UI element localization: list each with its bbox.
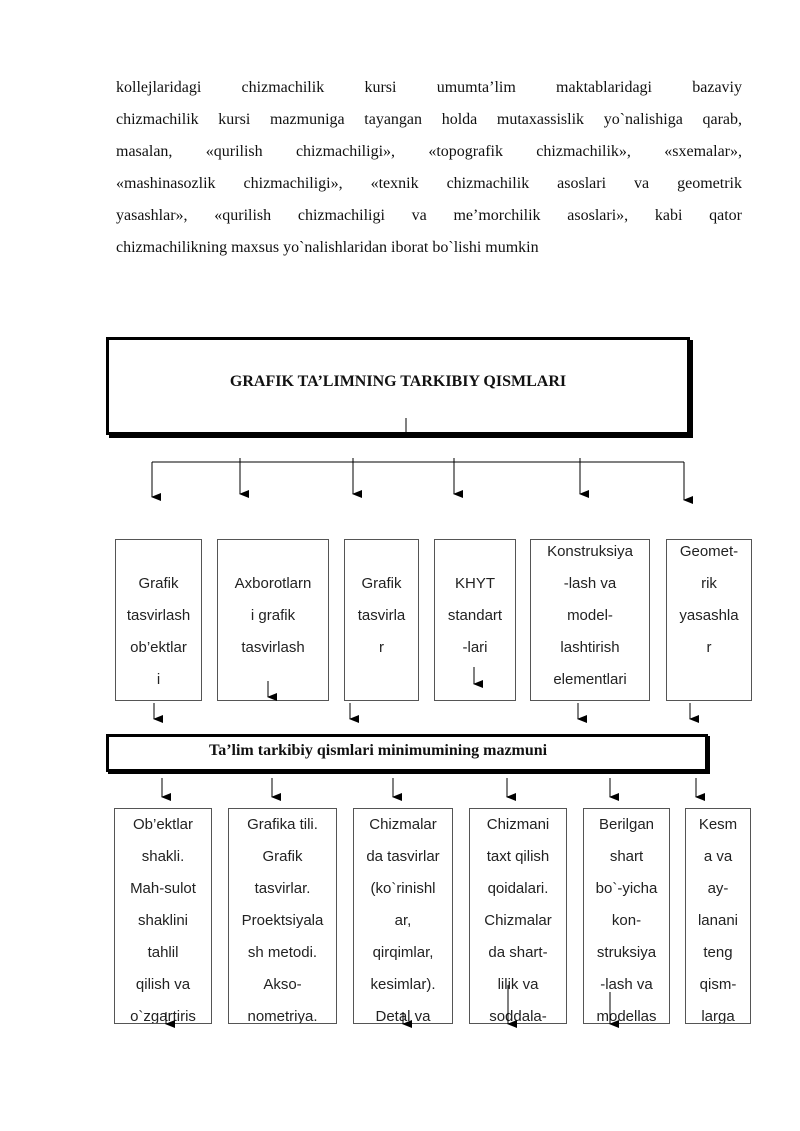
category-text: tasvirla bbox=[357, 607, 406, 624]
content-text: Chizmalar bbox=[484, 912, 552, 929]
category-text: lashtirish bbox=[560, 639, 620, 656]
content-text: da tasvirlar bbox=[366, 848, 440, 865]
content-text: soddala- bbox=[489, 1008, 547, 1024]
category-text: tasvirlash bbox=[126, 607, 191, 624]
category-text: KHYT bbox=[454, 575, 495, 592]
content-text: a va bbox=[703, 848, 733, 865]
paragraph-line: chizmachilikning maxsus yo`nalishlaridan iborat bo`lishi mumkin bbox=[116, 239, 539, 256]
paragraph-line: yasashlar», «qurilish chizmachiligi va me’morchilik asoslari», kabi qator bbox=[116, 207, 742, 224]
content-text: ay- bbox=[707, 880, 729, 897]
content-text: qoidalari. bbox=[487, 880, 549, 897]
content-text: teng bbox=[703, 944, 733, 961]
content-text: qism- bbox=[699, 976, 737, 993]
content-text: Chizmalar bbox=[369, 816, 437, 833]
content-text: sh metodi. bbox=[247, 944, 318, 961]
category-text: -lari bbox=[462, 639, 488, 656]
paragraph-line: chizmachilik kursi mazmuniga tayangan holda mutaxassislik yo`nalishiga qarab, bbox=[116, 111, 742, 128]
content-text: kesimlar). bbox=[370, 976, 436, 993]
content-text: Mah-sulot bbox=[130, 880, 196, 897]
category-text: tasvirlash bbox=[241, 639, 305, 656]
paragraph-line: «mashinasozlik chizmachiligi», «texnik chizmachilik asoslari va geometrik bbox=[116, 175, 742, 192]
category-text: rik bbox=[701, 575, 717, 592]
content-text: Chizmani bbox=[486, 816, 550, 833]
category-text: Grafik bbox=[138, 575, 179, 592]
paragraph-line: kollejlaridagi chizmachilik kursi umumta’lim maktablaridagi bazaviy bbox=[116, 79, 742, 96]
content-text: Grafika tili. bbox=[247, 816, 318, 833]
category-text: i bbox=[156, 671, 161, 688]
content-text: shaklini bbox=[137, 912, 189, 929]
content-text: (ko`rinishl bbox=[370, 880, 436, 897]
category-text: standart bbox=[447, 607, 503, 624]
category-text: Axborotlarn bbox=[234, 575, 312, 592]
content-text: o`zgartiris bbox=[130, 1008, 196, 1024]
category-text: i grafik bbox=[250, 607, 296, 624]
diagram-title: GRAFIK TA’LIMNING TARKIBIY QISMLARI bbox=[229, 373, 567, 390]
category-text: model- bbox=[567, 607, 613, 624]
content-text: kon- bbox=[611, 912, 642, 929]
content-text: modellas bbox=[596, 1008, 657, 1024]
content-text: shakli. bbox=[141, 848, 185, 865]
category-text: elementlari bbox=[553, 671, 627, 688]
content-text: -lash va bbox=[600, 976, 653, 993]
category-text: Geomet- bbox=[679, 543, 739, 560]
category-text: -lash va bbox=[563, 575, 617, 592]
content-text: tasvirlar. bbox=[254, 880, 311, 897]
content-text: lanani bbox=[697, 912, 739, 929]
content-text: shart bbox=[609, 848, 644, 865]
content-text: Grafik bbox=[262, 848, 303, 865]
content-text: larga bbox=[701, 1008, 735, 1024]
content-text: qilish va bbox=[135, 976, 191, 993]
content-text: Proektsiyala bbox=[241, 912, 324, 929]
content-text: Berilgan bbox=[598, 816, 655, 833]
content-text: ar, bbox=[394, 912, 412, 929]
content-text: Akso- bbox=[263, 976, 302, 993]
content-text: da shart- bbox=[488, 944, 548, 961]
category-text: Konstruksiya bbox=[547, 543, 633, 560]
content-text: Detal va bbox=[375, 1008, 431, 1024]
category-text: Grafik bbox=[361, 575, 402, 592]
category-text: yasashla bbox=[679, 607, 739, 624]
content-text: taxt qilish bbox=[486, 848, 550, 865]
content-text: Kesm bbox=[698, 816, 738, 833]
middle-title: Ta’lim tarkibiy qismlari minimumining mazmuni bbox=[209, 742, 548, 759]
content-text: tahlil bbox=[147, 944, 179, 961]
content-text: nometriya. bbox=[247, 1008, 318, 1024]
category-text: ob’ektlar bbox=[130, 639, 187, 656]
category-text: r bbox=[379, 639, 384, 656]
content-text: Ob’ektlar bbox=[132, 816, 194, 833]
content-text: struksiya bbox=[596, 944, 657, 961]
content-text: lilik va bbox=[497, 976, 539, 993]
paragraph-line: masalan, «qurilish chizmachiligi», «topografik chizmachilik», «sxemalar», bbox=[116, 143, 742, 160]
content-text: qirqimlar, bbox=[372, 944, 434, 961]
category-text: r bbox=[706, 639, 712, 656]
content-text: bo`-yicha bbox=[595, 880, 658, 897]
